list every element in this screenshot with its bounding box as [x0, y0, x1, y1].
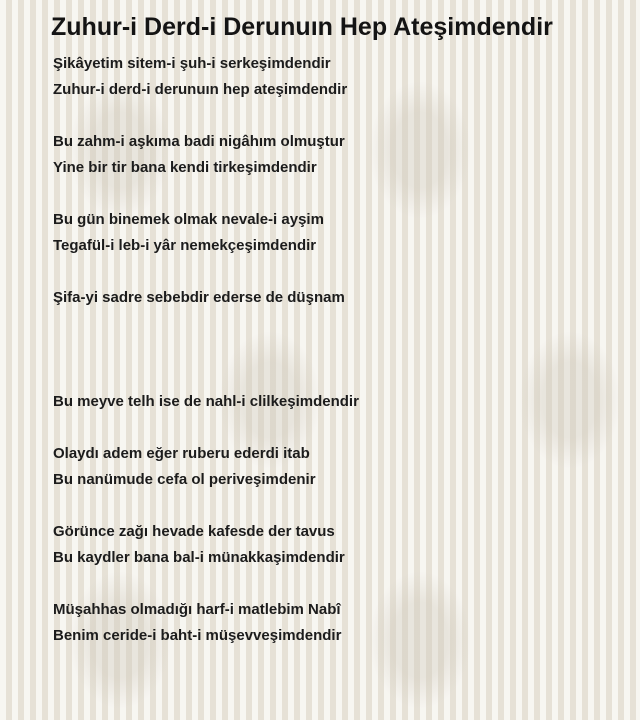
- stanza-gap: [53, 571, 613, 597]
- poem-line: Bu zahm-i aşkıma badi nigâhım olmuştur: [53, 133, 345, 150]
- stanza-7: [53, 519, 613, 571]
- poem-line: Bu gün binemek olmak nevale-i ayşim: [53, 211, 324, 228]
- poem-line: Zuhur-i derd-i derunuın hep ateşimdendir: [53, 81, 348, 98]
- poem-title: Zuhur-i Derd-i Derunuın Hep Ateşimdendir: [51, 13, 553, 41]
- poem-line: Bu nanümude cefa ol periveşimdenir: [53, 471, 316, 488]
- stanza-gap: [53, 259, 613, 285]
- poem-line: Şikâyetim sitem-i şuh-i serkeşimdendir: [53, 55, 331, 72]
- poem-line: Bu kaydler bana bal-i münakkaşimdendir: [53, 549, 345, 566]
- poem-line: Görünce zağı hevade kafesde der tavus: [53, 523, 335, 540]
- stanza-3: [53, 207, 613, 259]
- stanza-gap: [53, 415, 613, 441]
- poem-line: Yine bir tir bana kendi tirkeşimdendir: [53, 159, 317, 176]
- stanza-gap: [53, 493, 613, 519]
- poem-line: Şifa-yi sadre sebebdir ederse de düşnam: [53, 289, 345, 306]
- stanza-5: [53, 389, 613, 415]
- poem-line: Müşahhas olmadığı harf-i matlebim Nabî: [53, 601, 341, 618]
- stanza-gap: [53, 311, 613, 389]
- stanza-gap: [53, 103, 613, 129]
- stanza-8: [53, 597, 613, 649]
- stanza-2: [53, 129, 613, 181]
- stanza-6: [53, 441, 613, 493]
- poem-line: Benim ceride-i baht-i müşevveşimdendir: [53, 627, 342, 644]
- poem-line: Bu meyve telh ise de nahl-i clilkeşimdendir: [53, 393, 359, 410]
- poem-line: Olaydı adem eğer ruberu ederdi itab: [53, 445, 310, 462]
- stanza-4: [53, 285, 613, 311]
- stanza-1: [53, 51, 613, 103]
- poem-line: Tegafül-i leb-i yâr nemekçeşimdendir: [53, 237, 317, 254]
- poem-body: [53, 51, 613, 649]
- stanza-gap: [53, 181, 613, 207]
